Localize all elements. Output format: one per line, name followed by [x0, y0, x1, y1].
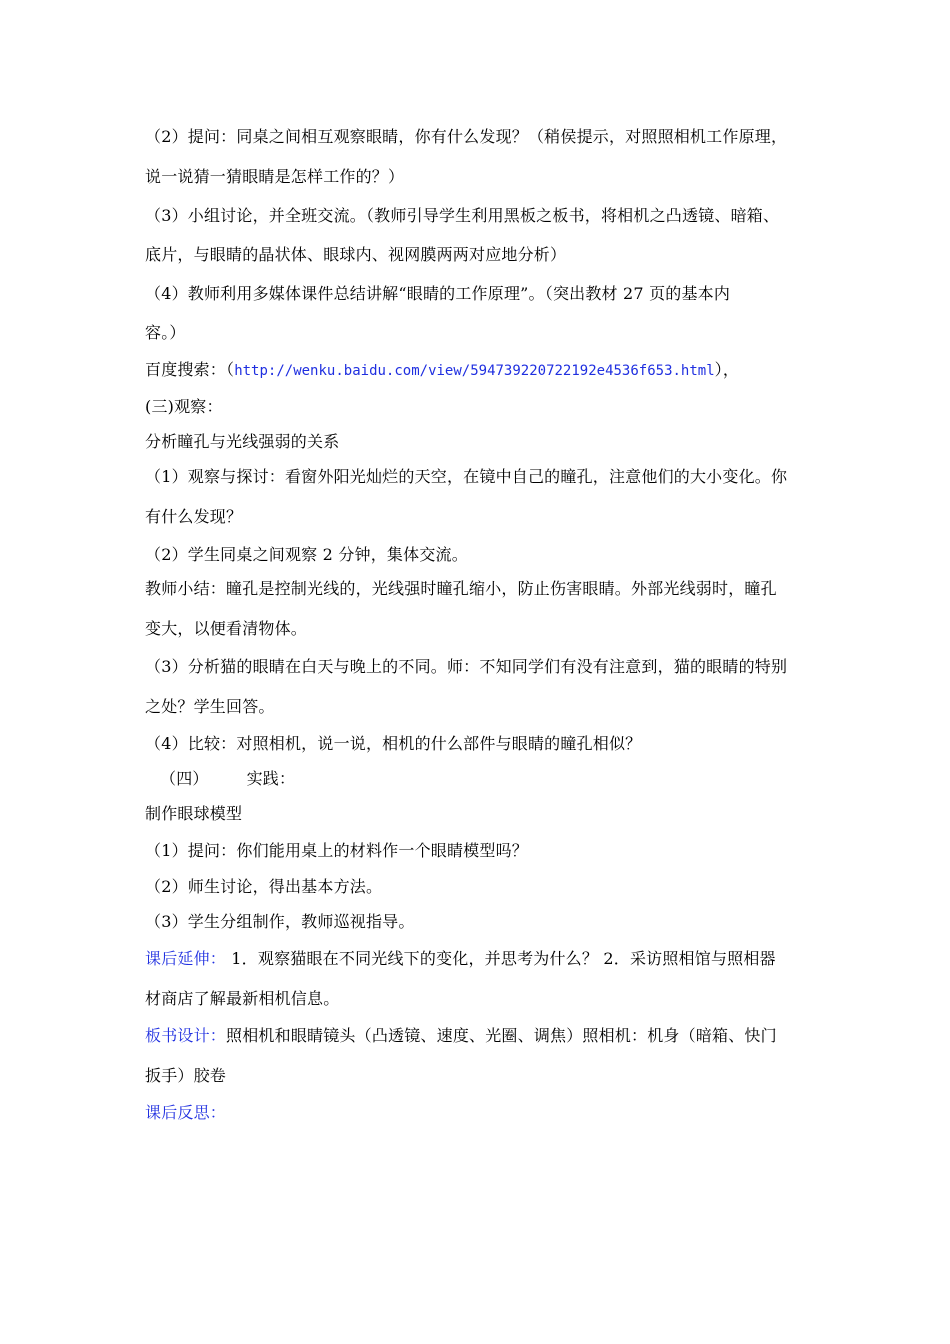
reflection-label: 课后反思：: [145, 1103, 227, 1122]
subheading: 制作眼球模型: [145, 804, 243, 823]
paragraph-line: （3）分析猫的眼睛在白天与晚上的不同。师：不知同学们有没有注意到，猫的眼睛的特别: [145, 657, 788, 676]
paragraph-line: （3）小组讨论，并全班交流。（教师引导学生利用黑板之板书，将相机之凸透镜、暗箱、: [145, 206, 780, 225]
search-reference-line: [145, 359, 815, 382]
board-design-label: 板书设计：: [145, 1026, 227, 1045]
paragraph-line: （4）教师利用多媒体课件总结讲解“眼睛的工作原理”。（突出教材 27 页的基本内: [145, 284, 731, 303]
paragraph-line: （4）比较：对照相机，说一说，相机的什么部件与眼睛的瞳孔相似？: [145, 734, 642, 753]
paragraph-line: 变大，以便看清物体。: [145, 619, 308, 638]
paragraph-line: （2）师生讨论，得出基本方法。: [145, 877, 383, 896]
paragraph-line: （1）提问：你们能用桌上的材料作一个眼睛模型吗？: [145, 841, 528, 860]
paragraph-line: 底片，与眼睛的晶状体、眼球内、视网膜两两对应地分析）: [145, 245, 567, 264]
paragraph-line: 扳手）胶卷: [145, 1066, 227, 1085]
paragraph-line: （2）提问：同桌之间相互观察眼睛，你有什么发现？（稍侯提示，对照照相机工作原理，: [145, 127, 788, 146]
paragraph-line: 说一说猜一猜眼睛是怎样工作的？）: [145, 167, 405, 186]
section-heading: [160, 768, 830, 790]
board-design-text: 照相机和眼睛镜头（凸透镜、速度、光圈、调焦）照相机：机身（暗箱、快门: [226, 1026, 777, 1045]
search-prefix: 百度搜索：（: [145, 360, 235, 379]
paragraph-line: 材商店了解最新相机信息。: [145, 989, 340, 1008]
paragraph-line: 教师小结：瞳孔是控制光线的，光线强时瞳孔缩小，防止伤害眼睛。外部光线弱时，瞳孔: [145, 579, 777, 598]
paragraph-line: 之处？学生回答。: [145, 697, 275, 716]
search-suffix: ），: [714, 360, 740, 379]
paragraph-line: （3）学生分组制作，教师巡视指导。: [145, 912, 415, 931]
section-heading: (三)观察：: [145, 397, 223, 416]
extension-text: 1．观察猫眼在不同光线下的变化，并思考为什么？ 2．采访照相馆与照相器: [226, 949, 776, 968]
section-number: （四）: [160, 769, 209, 788]
paragraph-line: （1）观察与探讨：看窗外阳光灿烂的天空，在镜中自己的瞳孔，注意他们的大小变化。你: [145, 467, 788, 486]
extension-line: [145, 948, 815, 970]
paragraph-line: 有什么发现？: [145, 507, 243, 526]
board-design-line: [145, 1025, 815, 1047]
paragraph-line: （2）学生同桌之间观察 2 分钟，集体交流。: [145, 545, 468, 564]
reference-link[interactable]: http://wenku.baidu.com/view/594739220722192e4536f653.html: [234, 363, 715, 379]
subheading: 分析瞳孔与光线强弱的关系: [145, 432, 340, 451]
paragraph-line: 容。）: [145, 323, 186, 342]
section-title: 实践：: [246, 769, 296, 788]
extension-label: 课后延伸：: [145, 949, 227, 968]
